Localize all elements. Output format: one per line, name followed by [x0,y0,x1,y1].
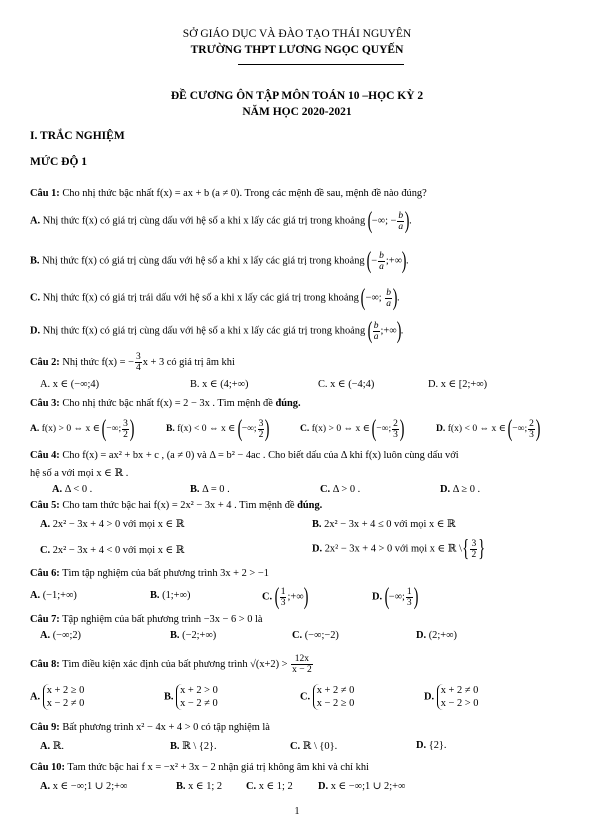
q4-option-b: B. Δ = 0 . [190,484,230,495]
q2-option-c: C. x ∈ (−4;4) [318,379,375,390]
school-year: NĂM HỌC 2020-2021 [242,106,352,118]
q2-option-d: D. x ∈ [2;+∞) [428,379,488,390]
q5-option-b: B. 2x² − 3x + 4 ≤ 0 với mọi x ∈ ℝ [312,519,456,530]
q6-option-c: C. ( $\frac{1}{3}$ ;+∞) [262,584,309,610]
q10-option-b: B. x ∈ 1; 2 [176,781,223,792]
q1-option-a: A. Nhị thức f(x) có giá trị cùng dấu với hệ số a khi x lấy các giá trị trong khoảng (−∞; − $\frac{b}{a}$ ). [30,208,412,234]
q2-option-b: B. x ∈ (4;+∞) [190,379,249,390]
q6-option-b: B. (1;+∞) [150,590,191,601]
question-4-cont: hệ số a với mọi x ∈ ℝ . [30,468,129,479]
question-5: Câu 5: Cho tam thức bậc hai f(x) = 2x² − 3x + 4 . Tìm mệnh đề đúng. [30,500,323,511]
question-8: Câu 8: Tìm điều kiện xác định của bất phương trình √(x+2) > $\frac{12x}{x - 2}$ [30,654,312,675]
header-divider [238,64,404,65]
q4-option-d: D. Δ ≥ 0 . [440,484,481,495]
q8-option-b: B. x + 2 > 0 x − 2 ≠ 0 [164,685,218,709]
ministry-name: SỞ GIÁO DỤC VÀ ĐÀO TẠO THÁI NGUYÊN [182,28,412,40]
section-heading: I. TRẮC NGHIỆM [30,130,125,142]
q7-option-c: C. (−∞;−2) [292,630,339,641]
question-3: Câu 3: Cho nhị thức bậc nhất f(x) = 2 − 3x . Tìm mệnh đề đúng. [30,398,301,409]
q5-option-a: A. 2x² − 3x + 4 > 0 với mọi x ∈ ℝ [40,519,185,530]
question-6: Câu 6: Tìm tập nghiệm của bất phương trình 3x + 2 > −1 [30,568,269,579]
q4-option-a: A. Δ < 0 . [52,484,93,495]
q9-option-b: B. ℝ \ {2}. [170,741,217,752]
q3-option-d: D. f(x) < 0 ⇔ x ∈ (−∞; $\frac{2}{3}$ ) [436,416,541,442]
q1-option-d: D. Nhị thức f(x) có giá trị cùng dấu với hệ số a khi x lấy các giá trị trong khoảng ( $\frac{b}{a}$ ;+∞). [30,318,404,344]
q6-option-a: A. (−1;+∞) [30,590,77,601]
q10-option-a: A. x ∈ −∞;1 ∪ 2;+∞ [40,781,128,792]
q7-option-a: A. (−∞;2) [40,630,81,641]
school-name: TRƯỜNG THPT LƯƠNG NGỌC QUYẾN [190,44,404,56]
q4-option-c: C. Δ > 0 . [320,484,361,495]
q9-option-a: A. ℝ. [40,741,64,752]
q6-option-d: D. (−∞; $\frac{1}{3}$ ) [372,584,419,610]
question-7: Câu 7: Tập nghiệm của bất phương trình −3x − 6 > 0 là [30,614,263,625]
q9-option-c: C. ℝ \ {0}. [290,741,338,752]
q5-option-d: D. 2x² − 3x + 4 > 0 với mọi x ∈ ℝ \{ $\frac{3}{2}$ } [312,536,486,562]
q3-option-b: B. f(x) < 0 ⇔ x ∈ (−∞; $\frac{3}{2}$ ) [166,416,270,442]
q8-option-c: C. x + 2 ≠ 0 x − 2 ≥ 0 [300,685,355,709]
q2-option-a: A. x ∈ (−∞;4) [40,379,100,390]
q3-option-a: A. f(x) > 0 ⇔ x ∈ (−∞; $\frac{3}{2}$ ) [30,416,135,442]
q1-option-b: B. Nhị thức f(x) có giá trị cùng dấu với hệ số a khi x lấy các giá trị trong khoảng (− $\frac{b}{a}$ ;+∞). [30,248,409,274]
q8-option-a: A. x + 2 ≥ 0 x − 2 ≠ 0 [30,685,85,709]
q10-option-d: D. x ∈ −∞;1 ∪ 2;+∞ [318,781,406,792]
question-1: Câu 1: Cho nhị thức bậc nhất f(x) = ax + b (a ≠ 0). Trong các mệnh đề sau, mệnh đề nào đúng? [30,188,427,199]
question-4: Câu 4: Cho f(x) = ax² + bx + c , (a ≠ 0) và Δ = b² − 4ac . Cho biết dấu của Δ khi f(x) luôn cùng dấu với [30,450,459,461]
q9-option-d: D. {2}. [416,740,447,751]
q7-option-d: D. (2;+∞) [416,630,457,641]
document-title: ĐỀ CƯƠNG ÔN TẬP MÔN TOÁN 10 –HỌC KỲ 2 [170,90,424,102]
page-number: 1 [294,806,300,817]
q10-option-c: C. x ∈ 1; 2 [246,781,293,792]
q8-option-d: D. x + 2 ≠ 0 x − 2 > 0 [424,685,479,709]
level-heading: MỨC ĐỘ 1 [30,156,88,168]
question-9: Câu 9: Bất phương trình x² − 4x + 4 > 0 có tập nghiệm là [30,722,270,733]
question-10: Câu 10: Tam thức bậc hai f x = −x² + 3x − 2 nhận giá trị không âm khi và chỉ khi [30,762,369,773]
q1-option-c: C. Nhị thức f(x) có giá trị trái dấu với hệ số a khi x lấy các giá trị trong khoảng (−∞; $\frac{b}{a}$ ). [30,285,400,311]
q7-option-b: B. (−2;+∞) [170,630,217,641]
q3-option-c: C. f(x) > 0 ⇔ x ∈ (−∞; $\frac{2}{3}$ ) [300,416,405,442]
question-2: Câu 2: Nhị thức f(x) = − $\frac{3}{4}$ x + 3 có giá trị âm khi [30,352,235,373]
q5-option-c: C. 2x² − 3x + 4 < 0 với mọi x ∈ ℝ [40,545,185,556]
